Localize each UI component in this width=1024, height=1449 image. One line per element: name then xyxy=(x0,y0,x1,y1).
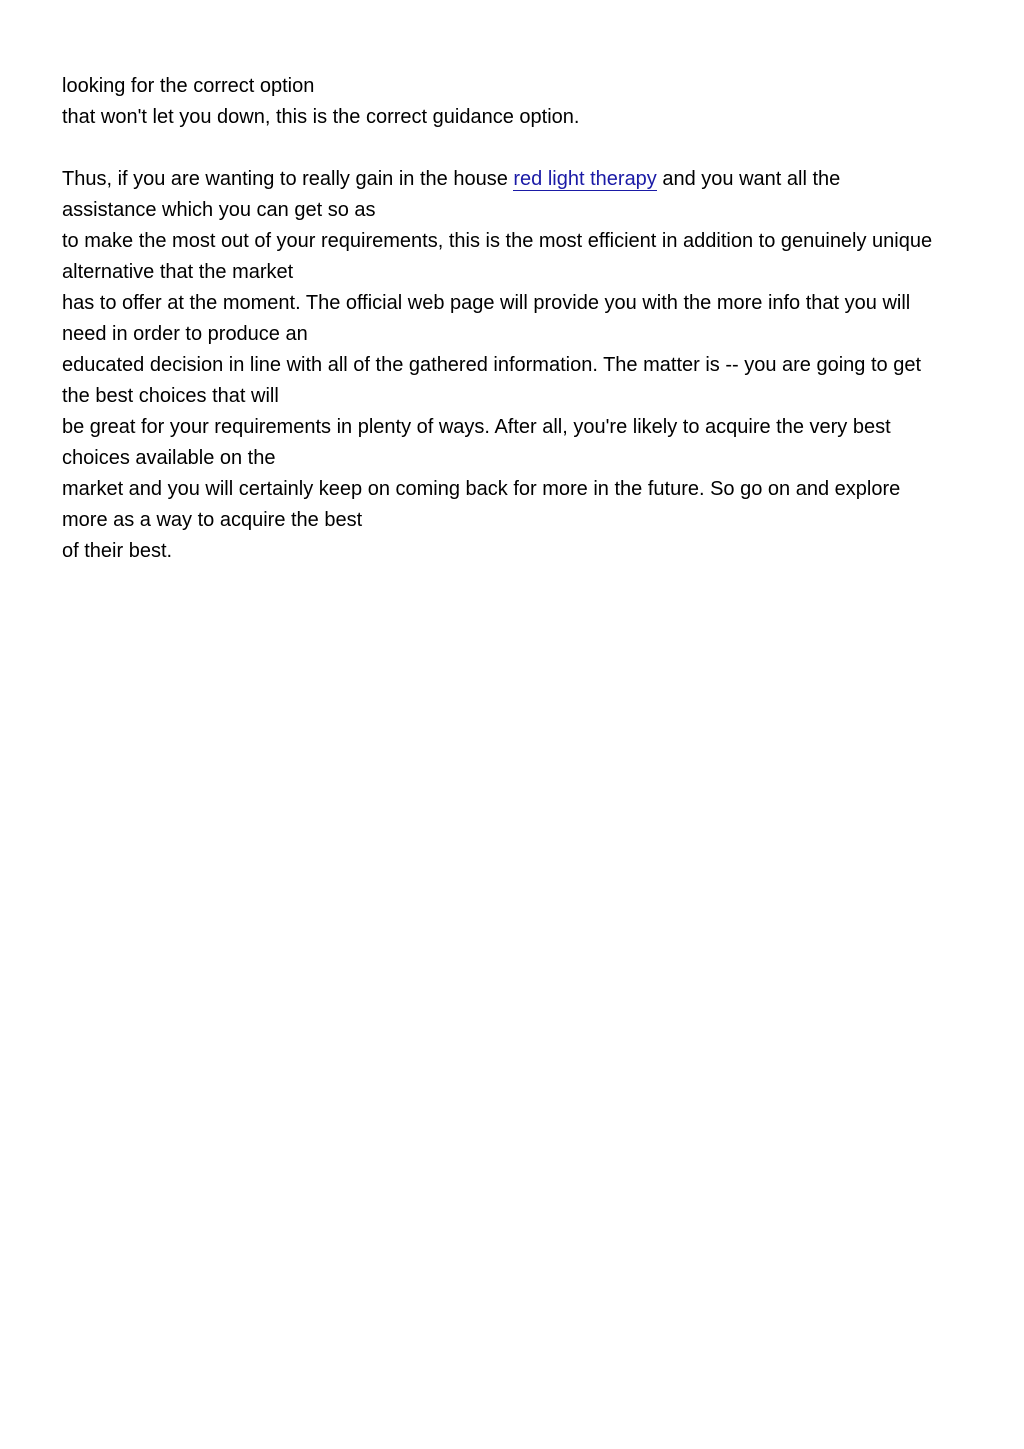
text-line: of their best. xyxy=(62,540,173,562)
text-line: need in order to produce an xyxy=(62,323,308,345)
paragraph-1 xyxy=(62,71,982,133)
text-line: market and you will certainly keep on coming back for more in the future. So go on and explore xyxy=(62,478,901,500)
text-line: be great for your requirements in plenty of ways. After all, you're likely to acquire the very best xyxy=(62,416,891,438)
text-line: more as a way to acquire the best xyxy=(62,509,363,531)
paragraph-2 xyxy=(62,164,982,567)
document-body xyxy=(62,71,982,567)
text-line: educated decision in line with all of the gathered information. The matter is -- you are going to get xyxy=(62,354,922,376)
text-line: alternative that the market xyxy=(62,261,294,283)
text-line-with-link xyxy=(62,164,982,195)
red-light-therapy-link[interactable]: red light therapy xyxy=(513,168,657,190)
text-line: the best choices that will xyxy=(62,385,279,407)
text-line: to make the most out of your requirements, this is the most efficient in addition to genuinely unique xyxy=(62,230,933,252)
text-segment: and you want all the xyxy=(656,168,841,190)
text-line: looking for the correct option xyxy=(62,75,315,97)
text-segment: Thus, if you are wanting to really gain in the house xyxy=(62,168,514,190)
text-line: that won't let you down, this is the correct guidance option. xyxy=(62,106,580,128)
paragraph-spacer xyxy=(62,133,982,164)
text-line: has to offer at the moment. The official web page will provide you with the more info that you will xyxy=(62,292,911,314)
text-line: assistance which you can get so as xyxy=(62,199,376,221)
text-line: choices available on the xyxy=(62,447,276,469)
